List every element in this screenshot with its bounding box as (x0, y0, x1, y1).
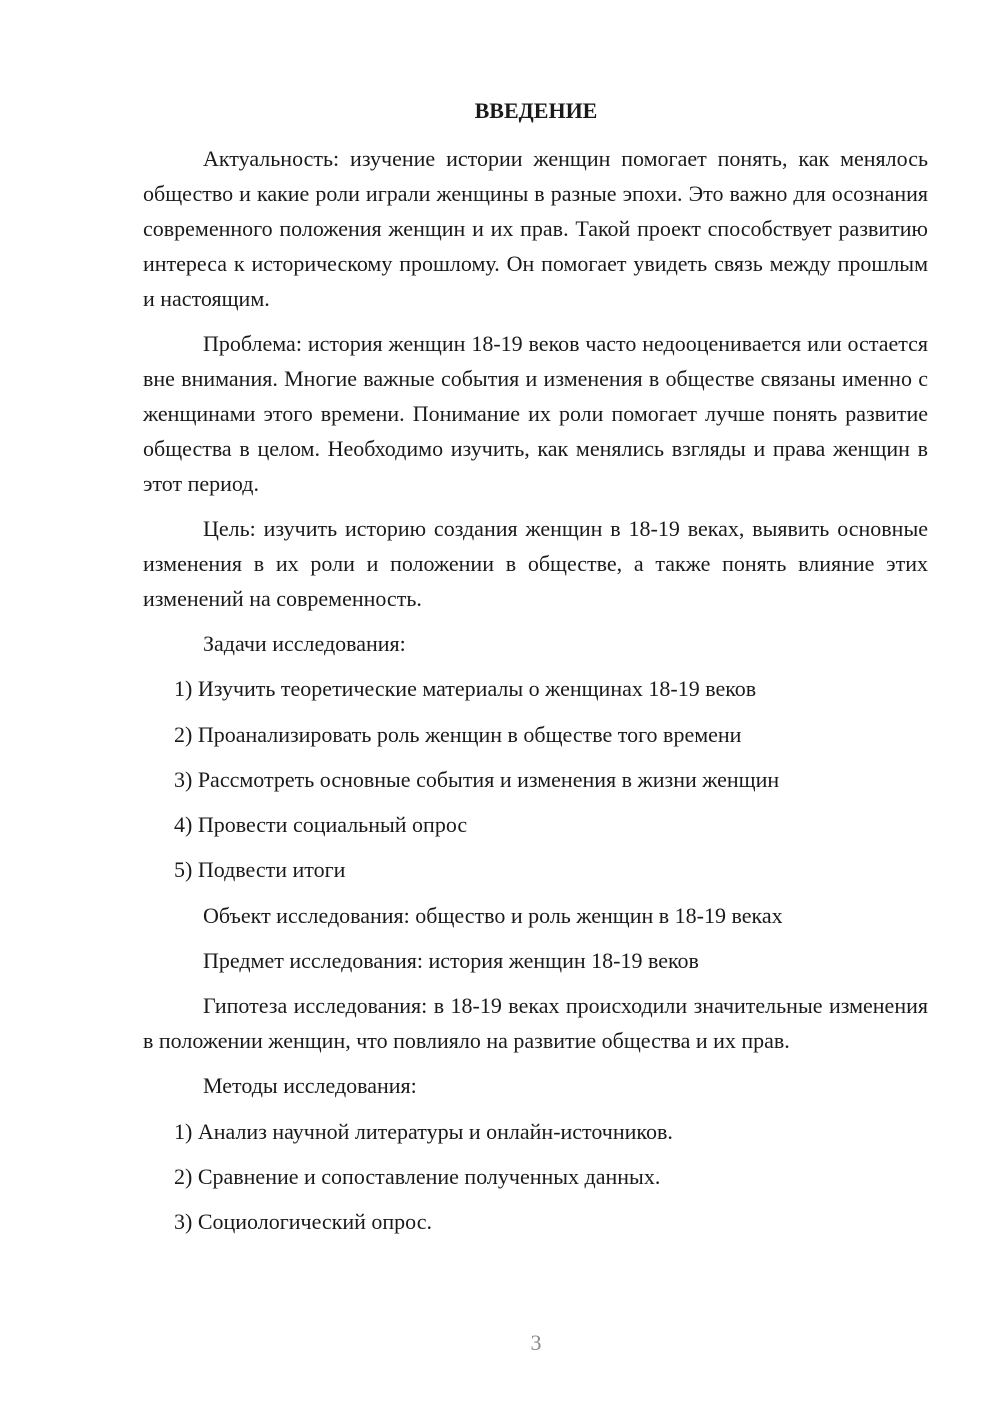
task-item-2: 2) Проанализировать роль женщин в обществе того времени (174, 721, 742, 747)
task-item-3: 3) Рассмотреть основные события и изменения в жизни женщин (174, 766, 780, 792)
goal-paragraph: Цель: изучить историю создания женщин в 18-19 веках, выявить основные изменения в их роли и положении в обществе, а также понять влияние этих изменений на современность. (143, 516, 928, 611)
problem-paragraph: Проблема: история женщин 18-19 веков часто недооценивается или остается вне внимания. Многие важные события и изменения в обществе связаны именно с женщинами этого времени. Понимание их роли помогает лучше понять развитие общества в целом. Необходимо изучить, как менялись взгляды и права женщин в этот период. (143, 331, 928, 496)
relevance-paragraph: Актуальность: изучение истории женщин помогает понять, как менялось общество и какие роли играли женщины в разные эпохи. Это важно для осознания современного положения женщин и их прав. Такой проект способствует развитию интереса к историческому прошлому. Он помогает увидеть связь между прошлым и настоящим. (143, 146, 928, 311)
research-object: Объект исследования: общество и роль женщин в 18-19 веках (203, 902, 783, 928)
research-subject: Предмет исследования: история женщин 18-19 веков (203, 948, 699, 974)
methods-heading: Методы исследования: (203, 1073, 417, 1099)
section-title: ВВЕДЕНИЕ (474, 98, 598, 123)
task-item-1: 1) Изучить теоретические материалы о женщинах 18-19 веков (174, 676, 757, 702)
page-number: 3 (530, 1330, 542, 1355)
document-body (143, 141, 928, 1250)
task-item-5: 5) Подвести итоги (174, 857, 346, 883)
method-item-3: 3) Социологический опрос. (174, 1209, 432, 1235)
hypothesis-paragraph: Гипотеза исследования: в 18-19 веках происходили значительные изменения в положении женщин, что повлияло на развитие общества и их прав. (143, 993, 928, 1054)
method-item-1: 1) Анализ научной литературы и онлайн-источников. (174, 1118, 673, 1144)
task-item-4: 4) Провести социальный опрос (174, 812, 468, 838)
tasks-heading: Задачи исследования: (203, 631, 406, 656)
method-item-2: 2) Сравнение и сопоставление полученных данных. (174, 1163, 661, 1189)
